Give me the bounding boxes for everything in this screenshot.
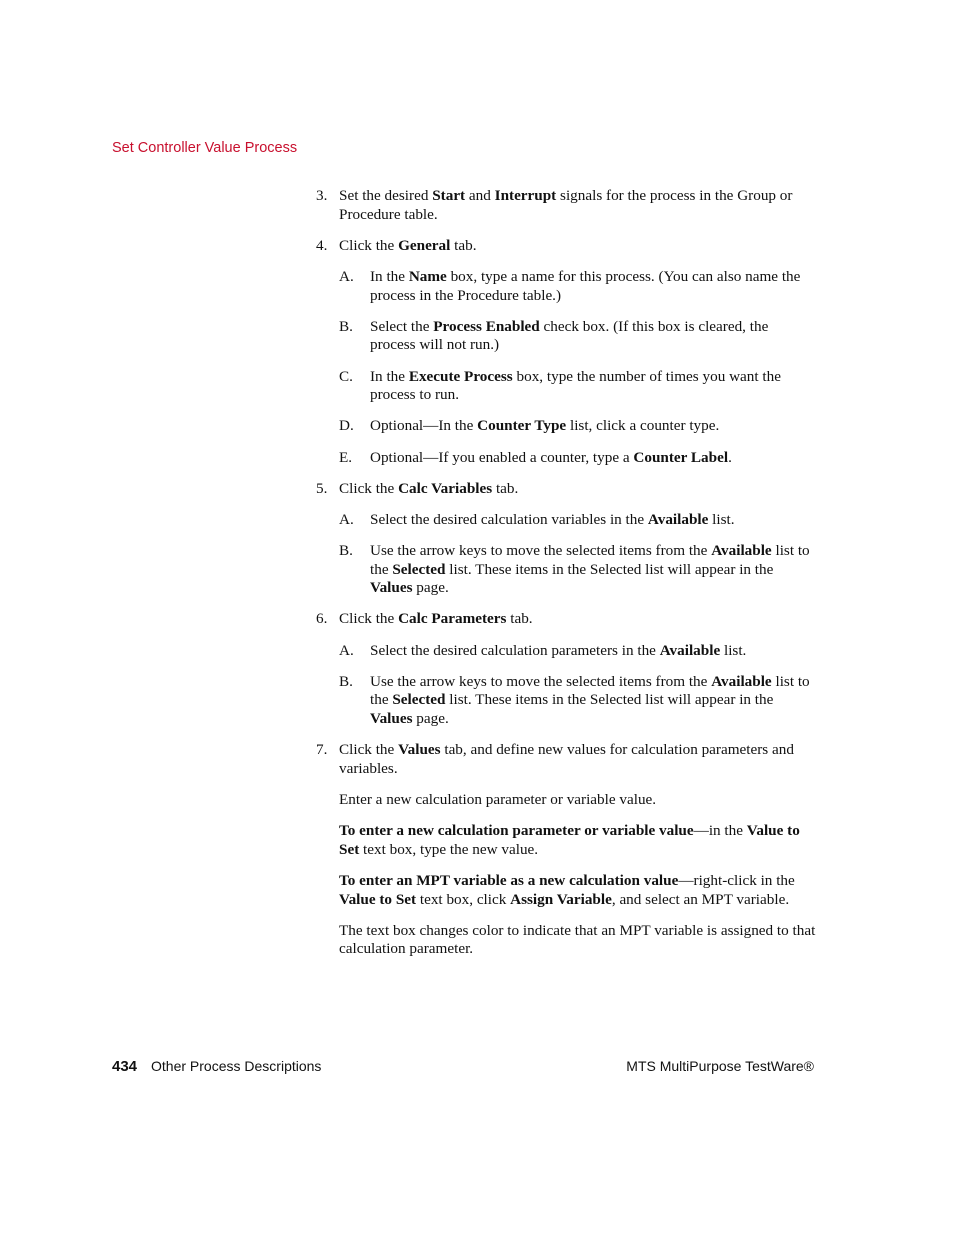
ui-term: Selected [392,560,446,578]
text-run: list to the [370,542,810,578]
ui-term: To enter an MPT variable as a new calculation value [339,871,679,889]
text-run: Enter a new calculation parameter or variable value. [339,790,657,808]
step-number: 3. [316,187,328,204]
text-run: tab. [492,479,519,497]
step-paragraph [339,872,816,909]
text-run: page. [412,710,449,727]
step-paragraph [339,822,816,859]
substep-letter: A. [339,641,354,659]
text-run: . [728,448,732,466]
text-run: Optional—In the [370,417,478,435]
step-item [316,237,816,256]
substep-item [339,642,816,661]
text-run: Select the desired calculation parameters in the [370,641,660,659]
substep-item [339,673,816,729]
step-number: 5. [316,479,328,497]
text-run: box, type a name for this process. (You can also name the process in the Procedure table.) [370,267,801,304]
substep-letter: E. [339,448,353,466]
page-number: 434 [112,1058,138,1075]
ui-term: To enter a new calculation parameter or variable value [339,822,694,840]
product-name: MTS MultiPurpose TestWare® [626,1058,814,1074]
substep-letter: A. [339,267,354,285]
text-run: Use the arrow keys to move the selected items from the [370,542,712,560]
text-run: check box. (If this box is cleared, the process will not run.) [370,317,769,354]
ui-term: Available [659,641,721,659]
substep-item [339,449,816,468]
ui-term: Selected [392,691,446,709]
text-run: Click the [339,236,399,254]
substep-letter: A. [339,510,354,528]
text-run: In the [370,267,409,285]
step-item [316,480,816,499]
text-run: Click the [339,741,399,759]
step-paragraph [339,922,816,959]
ui-term: Counter Label [633,448,729,466]
step-item [316,187,816,224]
ui-term: Name [408,267,447,285]
substep-letter: B. [339,317,353,335]
ui-term: Values [370,710,413,727]
ui-term: Value to Set [339,890,417,908]
text-run: list, click a counter type. [566,417,720,435]
ui-term: Execute Process [408,367,513,385]
step-paragraph [339,791,816,810]
step-number: 4. [316,236,328,254]
ui-term: Values [370,579,413,597]
text-run: list. [708,510,735,528]
text-run: Click the [339,479,399,497]
section-title: Set Controller Value Process [112,140,298,156]
substep-letter: B. [339,672,353,690]
substep-letter: D. [339,417,354,435]
ui-term: Available [711,672,772,690]
text-run: —in the [693,822,747,840]
substep-item [339,318,816,355]
text-run: The text box changes color to indicate that an MPT variable is assigned to that calculation parameter. [339,921,816,958]
step-item [316,741,816,778]
step-item [316,610,816,629]
ui-term: Calc Variables [398,479,493,497]
substep-item [339,511,816,530]
substep-letter: B. [339,542,353,560]
text-run: In the [370,367,409,385]
text-run: text box, click [416,890,511,908]
text-run: tab. [450,236,477,254]
text-run: text box, type the new value. [359,840,539,858]
procedure-steps [316,187,816,972]
text-run: Click the [339,610,399,628]
ui-term: Counter Type [477,417,567,435]
ui-term: Available [647,510,709,528]
step-number: 7. [316,741,328,759]
text-run: page. [412,579,449,597]
ui-term: Assign Variable [510,890,612,908]
substep-item [339,368,816,405]
ui-term: Calc Parameters [398,610,507,628]
text-run: tab, and define new values for calculation parameters and variables. [339,741,794,777]
substep-item [339,268,816,305]
ui-term: General [398,236,451,254]
text-run: list to the [370,672,810,709]
ui-term: Interrupt [494,187,557,204]
ui-term: Process Enabled [433,317,540,335]
ui-term: Available [711,542,772,560]
text-run: Use the arrow keys to move the selected items from the [370,672,712,690]
text-run: , and select an MPT variable. [611,890,790,908]
text-run: list. These items in the Selected list will appear in the [445,560,774,578]
text-run: Select the desired calculation variables in the [370,510,648,528]
text-run: tab. [506,610,533,628]
text-run: signals for the process in the Group or Procedure table. [339,187,793,223]
substep-letter: C. [339,367,353,385]
text-run: —right-click in the [678,871,795,889]
text-run: list. [720,641,747,659]
ui-term: Start [432,187,466,204]
chapter-title: Other Process Descriptions [151,1058,322,1074]
footer-left [112,1058,321,1075]
substep-item [339,417,816,436]
text-run: Select the [370,317,434,335]
ui-term: Value to Set [339,822,800,858]
text-run: Set the desired [339,187,433,204]
ui-term: Values [398,741,441,759]
step-number: 6. [316,610,328,628]
text-run: list. These items in the Selected list will appear in the [445,691,774,709]
text-run: box, type the number of times you want the process to run. [370,367,781,404]
substep-item [339,542,816,598]
text-run: Optional—If you enabled a counter, type a [370,448,634,466]
text-run: and [465,187,495,204]
